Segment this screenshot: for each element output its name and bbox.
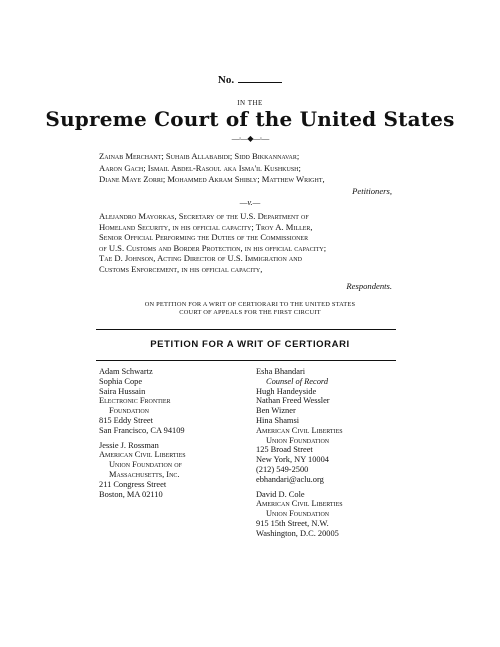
counsel-address: 915 15th Street, N.W. <box>256 518 329 528</box>
docket-blank-line <box>238 73 282 83</box>
counsel-organization: Electronic Frontier <box>99 396 171 406</box>
counsel-address: 211 Congress Street <box>99 479 167 489</box>
court-name: Supreme Court of the United States <box>45 107 455 131</box>
on-petition-caption <box>0 301 500 317</box>
docket-label: No. <box>217 74 235 86</box>
petitioners-line: Diane Maye Zorri; Mohammed Akram Shibly; Matthew Wright, <box>99 174 325 184</box>
counsel-right-column <box>256 367 396 539</box>
respondents-list <box>99 211 399 275</box>
diamond-ornament-icon: —·—◆—·— <box>231 134 269 143</box>
counsel-organization: Union Foundation <box>266 435 330 445</box>
counsel-email: ebhandari@aclu.org <box>256 474 324 484</box>
respondents-line: Customs Enforcement, in his official capacity, <box>99 263 263 274</box>
counsel-name: Hina Shamsi <box>256 415 300 425</box>
counsel-left-column <box>99 367 234 499</box>
respondents-line: Homeland Security, in his official capacity; Troy A. Miller, <box>99 221 313 232</box>
counsel-name: Ben Wizner <box>256 406 296 416</box>
respondents-line: Senior Official Performing the Duties of the Commissioner <box>99 232 309 243</box>
respondents-line: Alejandro Mayorkas, Secretary of the U.S. Department of <box>99 211 309 221</box>
counsel-phone: (212) 549-2500 <box>256 464 309 474</box>
petitioners-list <box>99 151 399 186</box>
counsel-organization: American Civil Liberties <box>99 450 186 460</box>
petitioners-line: Zainab Merchant; Suhaib Allababidi; Sidd Bikkannavar; <box>99 151 300 161</box>
in-the-label: IN THE <box>237 99 263 107</box>
respondents-line: of U.S. Customs and Border Protection, in his official capacity; <box>99 242 327 253</box>
counsel-address: 815 Eddy Street <box>99 415 153 425</box>
counsel-organization: American Civil Liberties <box>256 499 343 509</box>
ornament-diamond: ◆ <box>247 134 253 143</box>
top-divider <box>96 329 396 330</box>
bottom-divider <box>96 360 396 361</box>
on-petition-line: ON PETITION FOR A WRIT OF CERTIORARI TO THE UNITED STATES <box>144 301 356 308</box>
counsel-address: San Francisco, CA 94109 <box>99 425 185 435</box>
document-title: PETITION FOR A WRIT OF CERTIORARI <box>150 339 350 350</box>
counsel-organization: Massachusetts, Inc. <box>109 469 180 479</box>
docket-number <box>0 73 500 86</box>
counsel-address: Boston, MA 02110 <box>99 489 163 499</box>
counsel-organization: American Civil Liberties <box>256 425 343 435</box>
counsel-name: Adam Schwartz <box>99 367 153 376</box>
counsel-of-record-name: Esha Bhandari <box>256 367 306 376</box>
counsel-name: David D. Cole <box>256 489 305 499</box>
counsel-of-record-role: Counsel of Record <box>266 376 329 386</box>
counsel-name: Nathan Freed Wessler <box>256 396 330 406</box>
counsel-name: Hugh Handeyside <box>256 386 317 396</box>
counsel-name: Jessie J. Rossman <box>99 440 159 450</box>
versus-label: —v.— <box>239 197 261 207</box>
counsel-organization: Foundation <box>109 406 149 416</box>
counsel-address: 125 Broad Street <box>256 445 313 455</box>
petitioners-line: Aaron Gach; Ismail Abdel-Rasoul aka Isma'il Kushkush; <box>99 162 301 173</box>
counsel-organization: Union Foundation of <box>109 460 182 470</box>
respondents-line: Tae D. Johnson, Acting Director of U.S. Immigration and <box>99 253 302 264</box>
counsel-address: New York, NY 10004 <box>256 455 329 465</box>
counsel-name: Sophia Cope <box>99 376 143 386</box>
on-petition-line: COURT OF APPEALS FOR THE FIRST CIRCUIT <box>179 309 321 316</box>
respondents-label: Respondents. <box>346 281 392 291</box>
petitioners-label: Petitioners, <box>352 186 392 196</box>
counsel-name: Saira Hussain <box>99 386 146 396</box>
counsel-organization: Union Foundation <box>266 509 330 519</box>
counsel-address: Washington, D.C. 20005 <box>256 528 339 538</box>
